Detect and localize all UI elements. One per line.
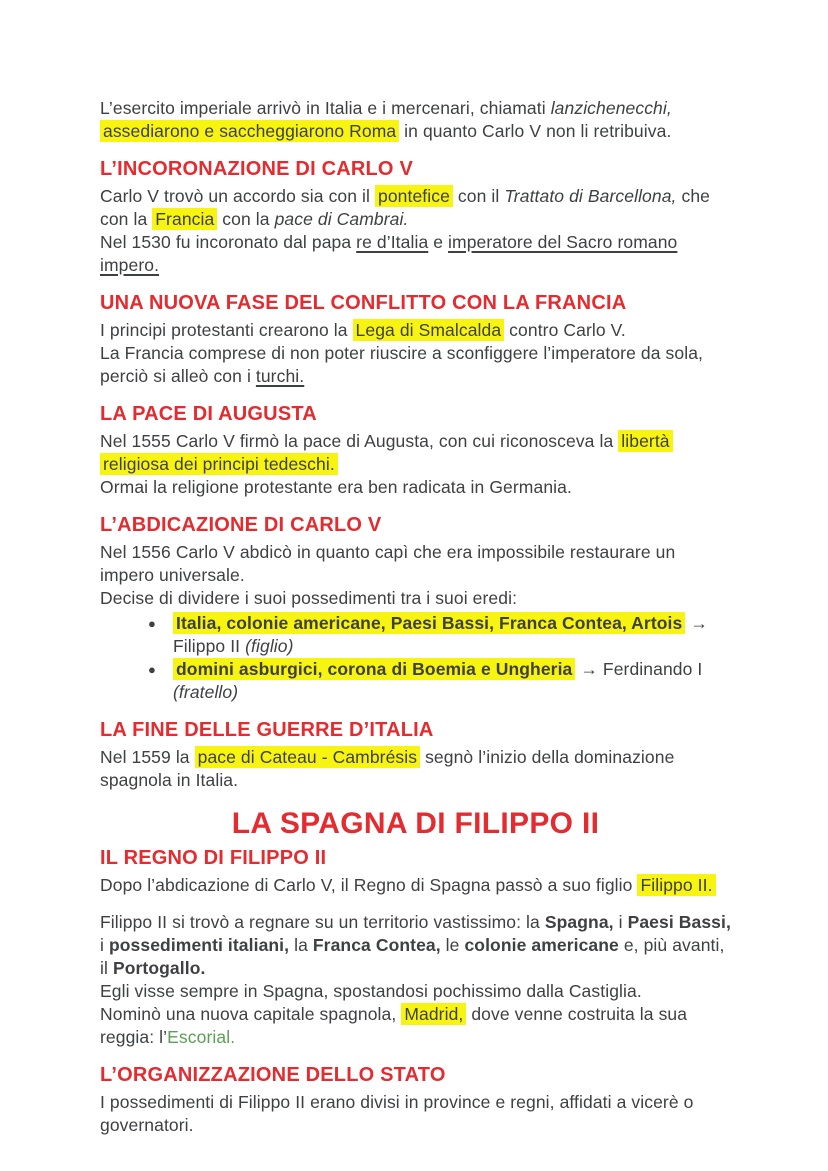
text-run: i: [613, 912, 628, 932]
highlighted-text: Italia, colonie americane, Paesi Bassi, Franca Contea, Artois: [173, 612, 685, 634]
text-run: le: [440, 935, 465, 955]
text-run: Portogallo.: [112, 958, 206, 978]
text-run: I principi protestanti crearono la: [100, 320, 353, 340]
highlighted-text: Lega di Smalcalda: [353, 319, 505, 341]
text-run: segnò l’inizio della dominazione spagnola in Italia.: [100, 747, 675, 790]
bullet-list: [100, 612, 731, 704]
text-run: La Francia comprese di non poter riuscire a sconfiggere l’imperatore da sola, perciò si alleò con i: [100, 343, 703, 386]
text-run: con il: [452, 186, 505, 206]
paragraph: [100, 541, 731, 610]
text-run: L’ABDICAZIONE DI CARLO V: [100, 514, 382, 536]
section-heading: [100, 846, 731, 871]
text-run: in quanto Carlo V non li retribuiva.: [399, 121, 672, 141]
paragraph: [100, 319, 731, 388]
text-run: i: [100, 935, 109, 955]
text-run: Decise di dividere i suoi possedimenti tra i suoi eredi:: [100, 588, 518, 608]
text-run: colonie americane: [464, 935, 619, 955]
highlighted-text: Madrid,: [401, 1003, 466, 1025]
text-run: Franca Contea,: [312, 935, 441, 955]
text-run: Filippo II si trovò a regnare su un territorio vastissimo: la: [100, 912, 545, 932]
list-item-text: [173, 658, 731, 704]
paragraph: [100, 430, 731, 499]
text-run: Carlo V trovò un accordo sia con il: [100, 186, 375, 206]
text-run: Dopo l’abdicazione di Carlo V, il Regno di Spagna passò a suo figlio: [100, 875, 638, 895]
text-run: Nel 1559 la: [100, 747, 195, 767]
text-run: → Filippo II: [173, 613, 708, 656]
text-run: IL REGNO DI FILIPPO II: [100, 847, 327, 869]
bullet-icon: ●: [148, 616, 156, 631]
paragraph: [100, 97, 731, 143]
highlighted-text: Francia: [152, 208, 217, 230]
section-heading: [100, 1063, 731, 1088]
text-run: (figlio): [245, 636, 294, 656]
section-heading: [100, 513, 731, 538]
section-heading: [100, 291, 731, 316]
text-run: possedimenti italiani,: [108, 935, 290, 955]
text-run: (fratello): [173, 682, 239, 702]
text-run: dove venne costruita la sua reggia: l’: [100, 1004, 688, 1047]
section-heading: [100, 718, 731, 743]
section-heading: [100, 157, 731, 182]
highlighted-text: domini asburgici, corona di Boemia e Ungheria: [173, 658, 575, 680]
text-run: Nel 1556 Carlo V abdicò in quanto capì che era impossibile restaurare un impero universale.: [100, 542, 676, 585]
paragraph: [100, 911, 731, 1049]
text-run: Escorial.: [167, 1027, 236, 1047]
text-run: Nel 1530 fu incoronato dal papa: [100, 232, 357, 252]
text-run: UNA NUOVA FASE DEL CONFLITTO CON LA FRANCIA: [100, 292, 627, 314]
list-item: [148, 658, 731, 704]
text-run: LA SPAGNA DI FILIPPO II: [231, 807, 600, 840]
underlined-text: re d’Italia: [356, 232, 429, 252]
paragraph: [100, 746, 731, 792]
text-run: LA PACE DI AUGUSTA: [100, 403, 317, 425]
text-run: Nominò una nuova capitale spagnola,: [100, 1004, 402, 1024]
text-run: Spagna,: [544, 912, 614, 932]
text-run: pace di Cambrai.: [274, 209, 409, 229]
text-run: e, più avanti, il: [100, 935, 725, 978]
highlighted-text: assediarono e saccheggiarono Roma: [100, 120, 399, 142]
text-run: I possedimenti di Filippo II erano divisi in province e regni, affidati a vicerè o governatori.: [100, 1092, 694, 1135]
underlined-text: imperatore del Sacro romano impero.: [100, 232, 678, 275]
text-run: Egli visse sempre in Spagna, spostandosi pochissimo dalla Castiglia.: [100, 981, 642, 1001]
highlighted-text: Filippo II.: [637, 874, 715, 896]
text-run: la: [289, 935, 313, 955]
text-run: contro Carlo V.: [504, 320, 626, 340]
highlighted-text: libertà religiosa dei principi tedeschi.: [100, 430, 673, 475]
paragraph: [100, 874, 731, 897]
text-run: con la: [217, 209, 275, 229]
text-run: e: [428, 232, 449, 252]
highlighted-text: pace di Cateau - Cambrésis: [195, 746, 421, 768]
text-run: lanzichenecchi,: [550, 98, 672, 118]
text-run: L’INCORONAZIONE DI CARLO V: [100, 158, 413, 180]
paragraph: [100, 185, 731, 277]
paragraph: [100, 1091, 731, 1137]
text-run: Trattato di Barcellona,: [504, 186, 677, 206]
list-item: [148, 612, 731, 658]
text-run: che con la: [100, 186, 710, 229]
highlighted-text: pontefice: [375, 185, 453, 207]
text-run: Paesi Bassi,: [627, 912, 731, 932]
text-run: → Ferdinando I: [575, 659, 703, 679]
text-run: L’ORGANIZZAZIONE DELLO STATO: [100, 1064, 446, 1086]
text-run: L’esercito imperiale arrivò in Italia e i mercenari, chiamati: [100, 98, 551, 118]
list-item-text: [173, 612, 731, 658]
text-run: Ormai la religione protestante era ben radicata in Germania.: [100, 477, 572, 497]
underlined-text: turchi.: [255, 366, 305, 386]
document: [100, 97, 731, 1137]
bullet-icon: ●: [148, 662, 156, 677]
section-heading: [100, 402, 731, 427]
page-title: [100, 806, 731, 842]
text-run: LA FINE DELLE GUERRE D’ITALIA: [100, 719, 434, 741]
text-run: Nel 1555 Carlo V firmò la pace di Augusta, con cui riconosceva la: [100, 431, 619, 451]
